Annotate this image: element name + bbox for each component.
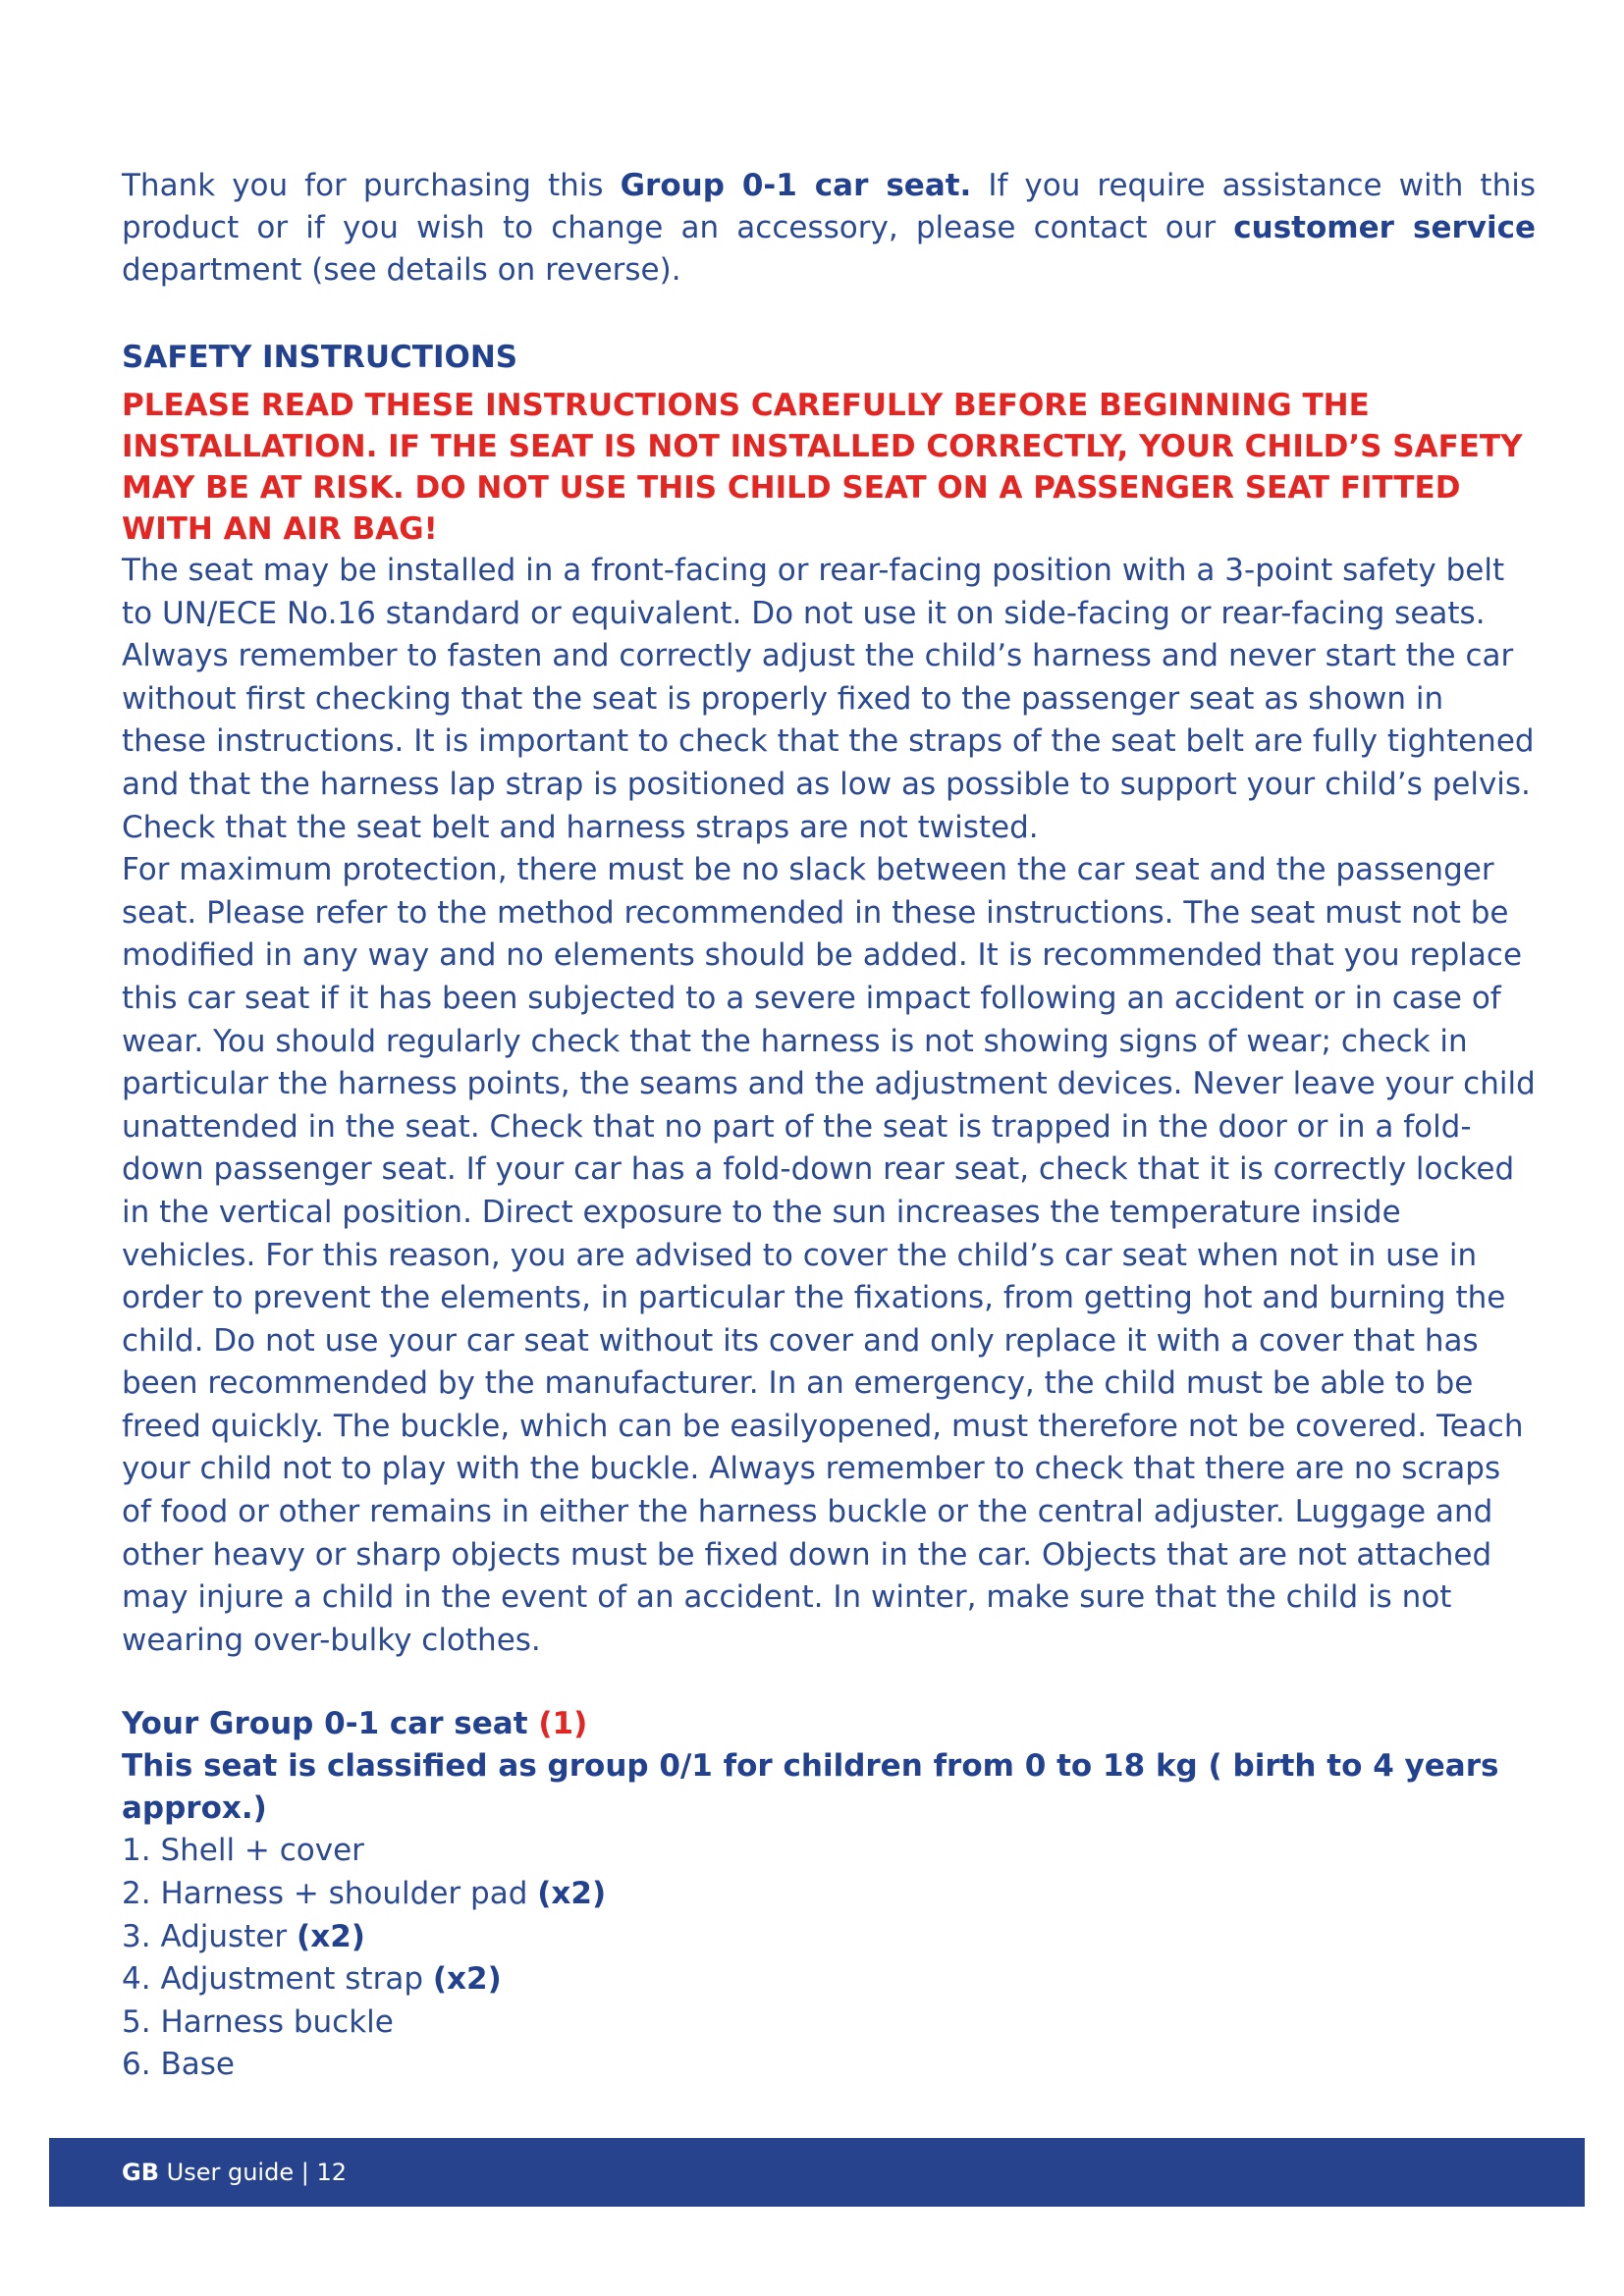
safety-heading: SAFETY INSTRUCTIONS	[122, 340, 518, 375]
intro-text-1: Thank you for purchasing this	[122, 168, 621, 203]
footer-label	[122, 2156, 347, 2189]
footer-bar	[49, 2138, 1585, 2207]
group-title-text: Your Group 0-1 car seat	[122, 1706, 528, 1742]
footer-separator: |	[300, 2159, 309, 2186]
part-number: 2.	[122, 1876, 151, 1912]
part-item	[122, 1958, 1536, 2002]
document-page	[122, 165, 1536, 2087]
footer-language: GB	[122, 2159, 159, 2186]
safety-paragraph-1: The seat may be installed in a front-facing or rear-facing position with a 3-point safety belt to UN/ECE No.16 standard or equivalent. Do not use it on side-facing or rear-facing seats. Always remember to fasten and correctly adjust the child’s harness and never start the car without first checking that the seat is properly fixed to the passenger seat as shown in these instructions. It is important to check that the straps of the seat belt are fully tightened and that the harness lap strap is positioned as low as possible to support your child’s pelvis. Check that the seat belt and harness straps are not twisted.	[122, 553, 1535, 845]
part-label: Base	[160, 2047, 235, 2083]
part-number: 5.	[122, 2003, 151, 2040]
figure-reference: (1)	[538, 1706, 588, 1742]
customer-service-label: customer service	[1233, 210, 1536, 245]
footer-page-number: 12	[316, 2159, 348, 2186]
classification-text: This seat is classified as group 0/1 for children from 0 to 18 kg ( birth to 4 years approx.)	[122, 1748, 1499, 1827]
intro-text-3: department (see details on reverse).	[122, 252, 681, 288]
part-item	[122, 2002, 1536, 2045]
product-name: Group 0-1 car seat.	[620, 168, 972, 203]
footer-guide-label: User guide	[166, 2159, 295, 2186]
part-quantity: (x2)	[537, 1876, 607, 1912]
intro-text-2: If you require assistance with this product or if you wish to change an accessory, please contact our	[122, 168, 1536, 245]
intro-paragraph	[122, 165, 1536, 292]
part-label: Harness buckle	[160, 2003, 394, 2040]
part-number: 4.	[122, 1961, 151, 1998]
part-number: 1.	[122, 1833, 151, 1869]
part-label: Harness + shoulder pad	[160, 1876, 528, 1912]
part-number: 3.	[122, 1918, 151, 1954]
part-label: Adjustment strap	[160, 1961, 423, 1998]
part-label: Adjuster	[160, 1918, 288, 1954]
safety-warning: PLEASE READ THESE INSTRUCTIONS CAREFULLY BEFORE BEGINNING THE INSTALLATION. IF THE SEAT IS NOT INSTALLED CORRECTLY, YOUR CHILD’S SAFETY MAY BE AT RISK. DO NOT USE THIS CHILD SEAT ON A PASSENGER SEAT FITTED WITH AN AIR BAG!	[122, 388, 1523, 547]
part-item	[122, 1873, 1536, 1916]
group-title	[122, 1703, 1536, 1745]
part-quantity: (x2)	[297, 1918, 365, 1954]
part-quantity: (x2)	[432, 1961, 502, 1998]
part-number: 6.	[122, 2047, 151, 2083]
parts-list	[122, 1830, 1536, 2087]
part-item	[122, 1830, 1536, 1873]
safety-paragraph-2: For maximum protection, there must be no slack between the car seat and the passenger seat. Please refer to the method recommended in these instructions. The seat must not be modified in any way and no elements should be added. It is recommended that you replace this car seat if it has been subjected to a severe impact following an accident or in case of wear. You should regularly check that the harness is not showing signs of wear; check in particular the harness points, the seams and the adjustment devices. Never leave your child unattended in the seat. Check that no part of the seat is trapped in the door or in a fold-down passenger seat. If your car has a fold-down rear seat, check that it is correctly locked in the vertical position. Direct exposure to the sun increases the temperature inside vehicles. For this reason, you are advised to cover the child’s car seat when not in use in order to prevent the elements, in particular the fixations, from getting hot and burning the child. Do not use your car seat without its cover and only replace it with a cover that has been recommended by the manufacturer. In an emergency, the child must be able to be freed quickly. The buckle, which can be easilyopened, must therefore not be covered. Teach your child not to play with the buckle. Always remember to check that there are no scraps of food or other remains in either the harness buckle or the central adjuster. Luggage and other heavy or sharp objects must be fixed down in the car. Objects that are not attached may injure a child in the event of an accident. In winter, make sure that the child is not wearing over-bulky clothes.	[122, 852, 1536, 1658]
part-label: Shell + cover	[160, 1833, 364, 1869]
part-item	[122, 1916, 1536, 1959]
part-item	[122, 2044, 1536, 2087]
